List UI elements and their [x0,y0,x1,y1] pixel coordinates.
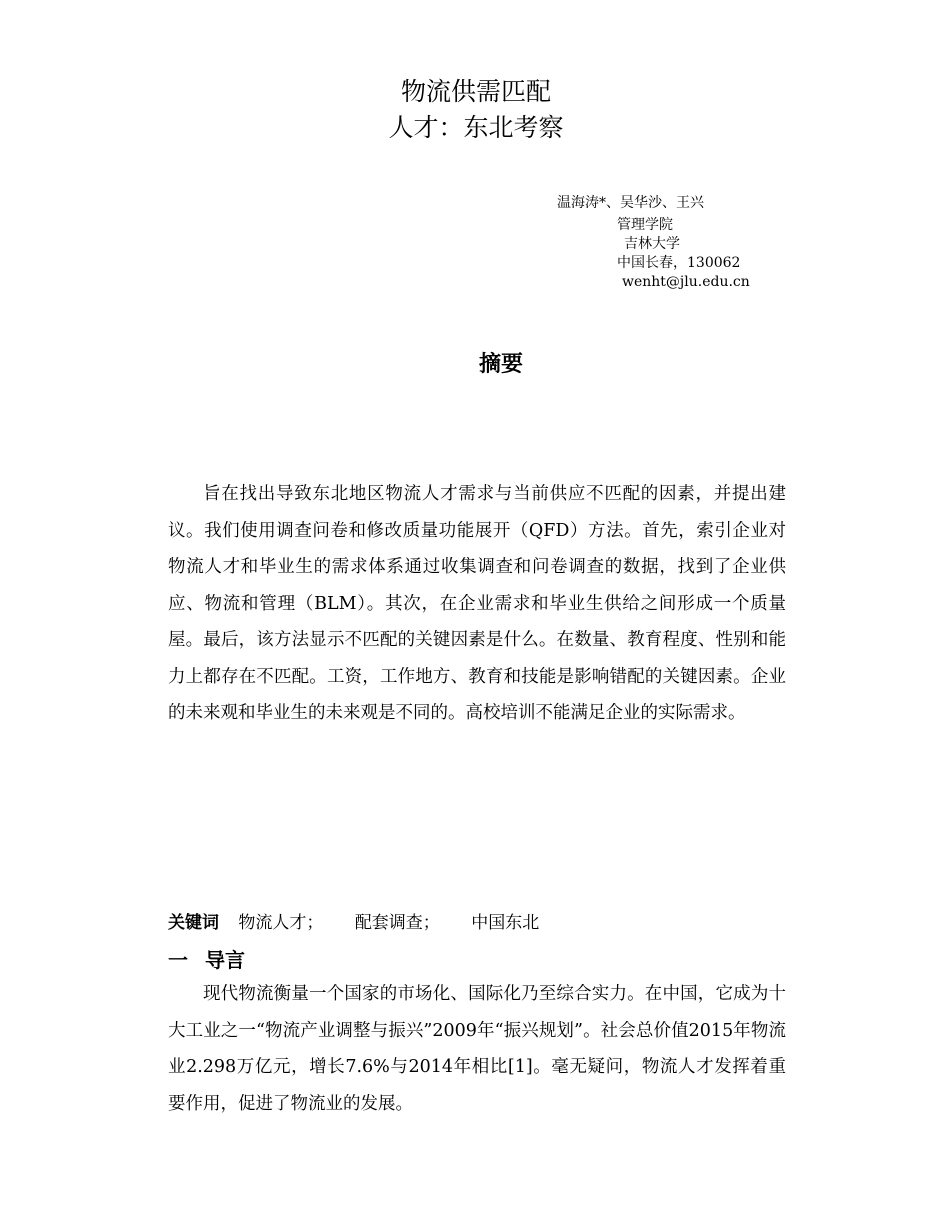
section-heading [168,945,245,975]
keyword-item: 中国东北 [471,913,540,933]
keyword-item: 物流人才； [238,913,324,933]
abstract-heading: 摘要 [478,352,523,377]
section-body-text: 现代物流衡量一个国家的市场化、国际化乃至综合实力。在中国，它成为十大工业之一“物流产业调整与振兴”2009年“振兴规划”。社会总价值2015年物流业2.298万亿元，增长7.6%与2014年相比[1]。毫无疑问，物流人才发挥着重要作用，促进了物流业的发展。 [168,984,786,1114]
paper-title-line-1: 物流供需匹配 [400,77,551,106]
author-city: 中国长春，130062 [617,255,741,271]
keywords-line [168,908,565,938]
section-title: 导言 [204,948,245,972]
author-names: 温海涛*、吴华沙、王兴 [557,195,704,211]
section-number: 一 [168,948,188,972]
abstract-text: 旨在找出导致东北地区物流人才需求与当前供应不匹配的因素，并提出建议。我们使用调查问卷和修改质量功能展开（QFD）方法。首先，索引企业对物流人才和毕业生的需求体系通过收集调查和问卷调查的数据，找到了企业供应、物流和管理（BLM）。其次，在企业需求和毕业生供给之间形成一个质量屋。最后，该方法显示不匹配的关键因素是什么。在数量、教育程度、性别和能力上都存在不匹配。工资，工作地方、教育和技能是影响错配的关键因素。企业的未来观和毕业生的未来观是不同的。高校培训不能满足企业的实际需求。 [168,484,786,723]
author-university: 吉林大学 [624,236,680,252]
keywords-label: 关键词 [168,913,219,933]
author-email: wenht@jlu.edu.cn [622,274,750,290]
author-school: 管理学院 [617,217,673,233]
keyword-item: 配套调查； [354,913,440,933]
paper-title-line-2: 人才：东北考察 [388,113,564,142]
